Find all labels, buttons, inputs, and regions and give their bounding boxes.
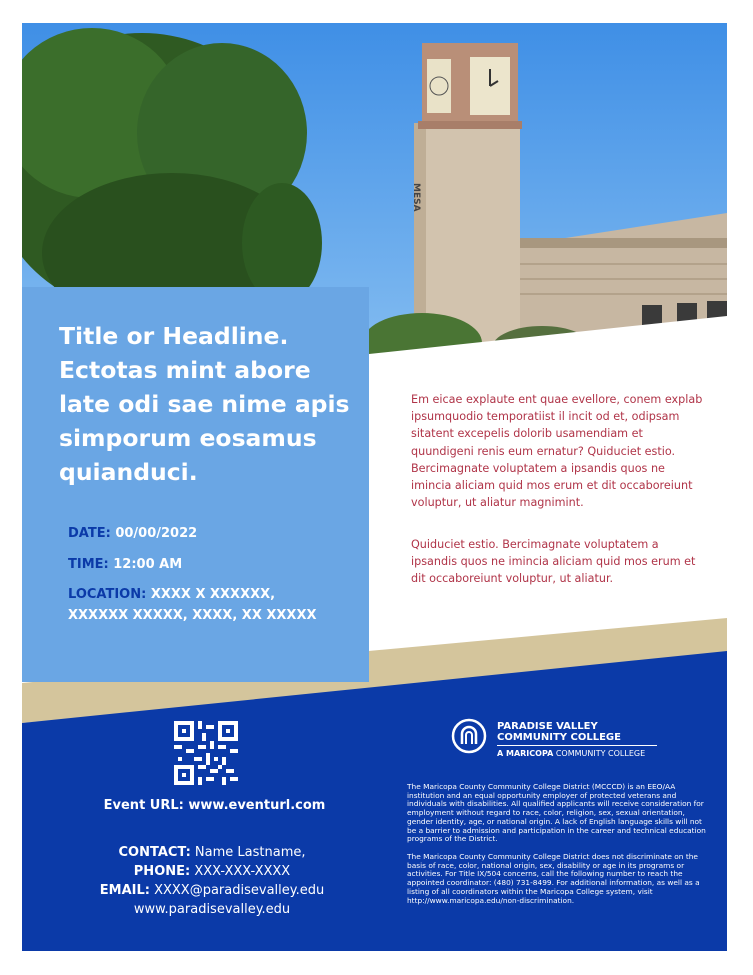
logo-line-1: PARADISE VALLEY <box>497 721 598 732</box>
location-value-line2: XXXXXX XXXXX, XXXX, XX XXXXX <box>68 608 317 623</box>
contact-block <box>62 843 362 919</box>
logo-divider <box>497 745 657 746</box>
location-label: LOCATION: <box>68 587 147 602</box>
body-paragraph-1: Em eicae explaute ent quae evellore, conem explab ipsumquodio temporatiist il incit od et, odipsam sitatent excepelis dolorib usamendiam et quundigeni renis eum ernatur? Quiduciet estio. Bercimagnate voluptatem a ipsandis quos ne imincia aliciam quid mos erum et dit occaboreiunt voluptur, ut aliatur magnimint. <box>411 393 703 510</box>
contact-line <box>62 843 362 862</box>
legal-paragraph-2: The Maricopa County Community College District does not discriminate on the basis of race, color, national origin, sex, disability or age in its programs or activities. For Title IX/504 concerns, call the following number to reach the appointed coordinator: (480) 731-8499. For additional information, as well as a listing of all coordinators within the Maricopa College system, visit http://www.maricopa.edu/non-discrimination. <box>407 852 700 905</box>
location-line <box>68 584 317 626</box>
email-label: EMAIL: <box>99 883 150 898</box>
body-paragraph-2: Quiduciet estio. Bercimagnate voluptatem a ipsandis quos ne imincia aliciam quid mos erum et dit occaboreiunt voluptur, ut aliatur. <box>411 538 696 586</box>
qr-code-icon <box>174 721 238 785</box>
email-line <box>62 881 362 900</box>
college-logo-icon <box>450 717 488 755</box>
website: www.paradisevalley.edu <box>133 902 291 917</box>
legal-paragraph-1: The Maricopa County Community College District (MCCCD) is an EEO/AA institution and an equal opportunity employer of protected veterans and individuals with disabilities. All qualified applicants will receive consideration for employment without regard to race, color, religion, sex, sexual orientation, gender identity, age, or national origin. A lack of English language skills will not be a barrier to admission and participation in the career and technical education programs of the District. <box>407 782 706 844</box>
logo-maricopa: A MARICOPA <box>497 749 554 758</box>
event-url: Event URL: www.eventurl.com <box>103 798 326 813</box>
time-value: 12:00 AM <box>113 557 183 572</box>
contact-label: CONTACT: <box>118 845 191 860</box>
date-value: 00/00/2022 <box>115 526 198 541</box>
page-title: Title or Headline. Ectotas mint abore late odi sae nime apis simporum eosamus quianduci. <box>59 322 350 486</box>
contact-name: Name Lastname, <box>194 845 306 860</box>
logo-line-2: COMMUNITY COLLEGE <box>497 732 621 743</box>
email-value: XXXX@paradisevalley.edu <box>154 883 325 898</box>
time-label: TIME: <box>68 557 109 572</box>
tower-lettering: MESA <box>411 183 421 212</box>
flyer-page <box>22 23 727 951</box>
time-line <box>68 554 182 575</box>
logo-line-3 <box>497 749 645 759</box>
phone-line <box>62 862 362 881</box>
phone-value: XXX-XXX-XXXX <box>194 864 291 879</box>
date-line <box>68 523 197 544</box>
date-label: DATE: <box>68 526 111 541</box>
logo-community-college: COMMUNITY COLLEGE <box>555 749 646 758</box>
location-value-line1: XXXX X XXXXXX, <box>150 587 276 602</box>
phone-label: PHONE: <box>133 864 191 879</box>
